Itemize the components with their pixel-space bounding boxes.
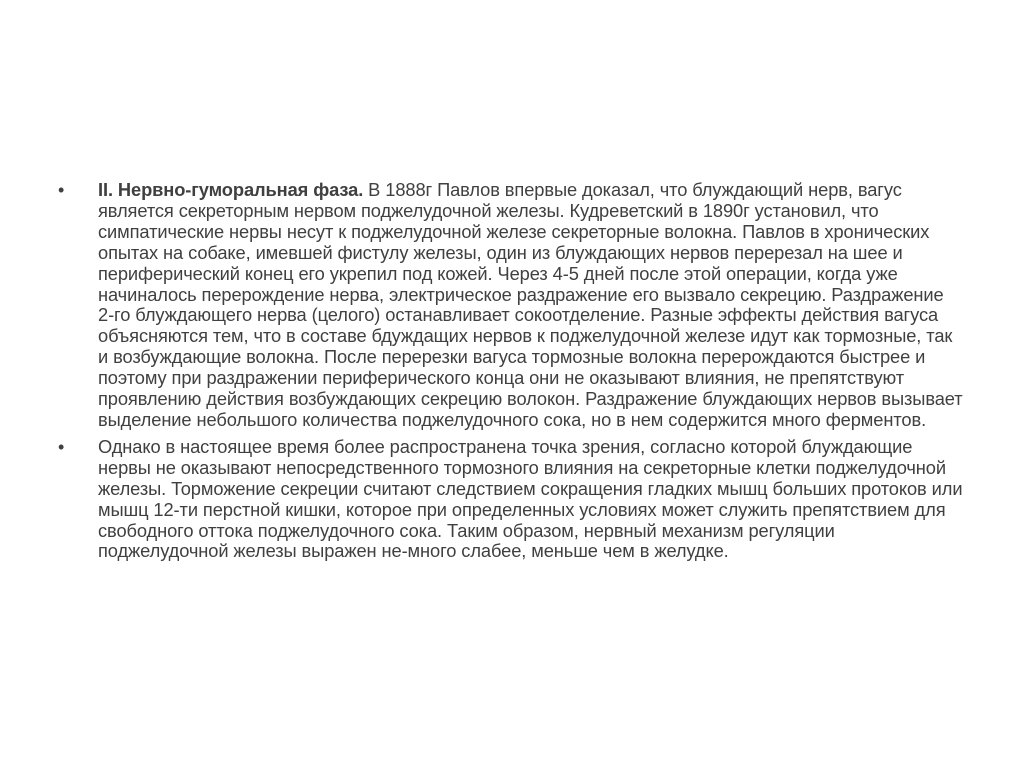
bullet-dot-icon: • — [58, 180, 65, 200]
slide-body — [58, 180, 963, 562]
bullet-dot-icon: • — [58, 436, 65, 457]
bullet-lead-text: II. Нервно-гуморальная фаза. — [98, 179, 364, 200]
bullet-item — [58, 437, 963, 562]
bullet-list — [58, 180, 963, 562]
bullet-body-text: В 1888г Павлов впервые доказал, что блуждающий нерв, вагус является секреторным нервом поджелудочной железы. Кудреветский в 1890г установил, что симпатические нервы несут к поджелудочной железе секреторные волокна. Павлов в хронических опытах на собаке, имевшей фистулу железы, один из блуждающих нервов перерезал на шее и периферический конец его укрепил под кожей. Через 4-5 дней после этой операции, когда уже начиналось перерождение нерва, электрическое раздражение его вызвало секрецию. Раздражение 2-го блуждающего нерва (целого) останавливает сокоотделение. Разные эффекты действия вагуса объясняются тем, что в составе бдуждащих нервов к поджелудочной железе идут как тормозные, так и возбуждающие волокна. После перерезки вагуса тормозные волокна перерождаются быстрее и поэтому при раздражении периферического конца они не оказывают влияния, не препятствуют проявлению действия возбуждающих секрецию волокон. Раздражение блуждающих нервов вызывает выделение небольшого количества поджелудочного сока, но в нем содержится много ферментов. — [98, 179, 963, 430]
bullet-body-text: Однако в настоящее время более распространена точка зрения, согласно которой блуждающие нервы не оказывают непосредственного тормозного влияния на секреторные клетки поджелудочной железы. Торможение секреции считают следствием сокращения гладких мышц больших протоков или мышц 12-ти перстной кишки, которое при определенных условиях может служить препятствием для свободного оттока поджелудочного сока. Таким образом, нервный механизм регуляции поджелудочной железы выражен не-много слабее, меньше чем в желудке. — [98, 435, 963, 562]
bullet-item — [58, 180, 963, 431]
